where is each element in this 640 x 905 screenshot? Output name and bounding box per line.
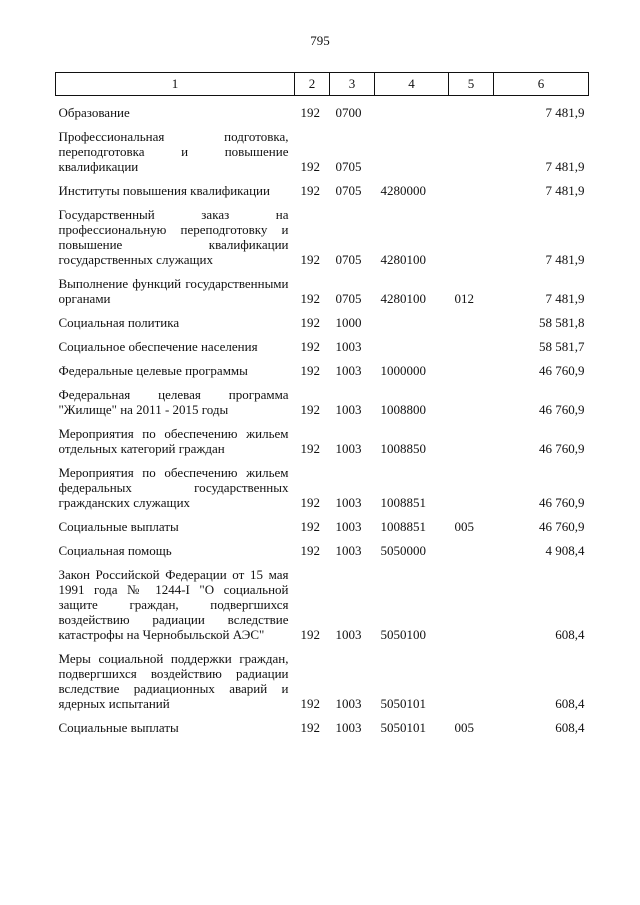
row-spacer-cell [56,267,589,276]
row-spacer-cell [56,558,589,567]
table-body [56,96,589,736]
table-row [56,519,589,534]
row-col-4: 5050101 [380,696,426,711]
row-name: Институты повышения квалификации [58,183,270,198]
row-col-5 [449,339,494,354]
row-spacer [56,174,589,183]
row-spacer-cell [56,711,589,720]
header-row [56,73,589,96]
row-col-2: 192 [300,183,320,198]
row-name: Меры социальной поддержки граждан, подвергшихся воздействию радиации вследствие радиационных аварий и ядерных испытаний [58,651,289,711]
row-spacer [56,96,589,106]
row-col-2: 192 [300,105,320,120]
table-row [56,651,589,711]
row-name: Образование [58,105,130,120]
row-col-2: 192 [300,402,320,417]
table-row [56,339,589,354]
row-col-4: 4280100 [380,252,426,267]
row-col-3: 1003 [335,495,362,510]
table-row [56,465,589,510]
row-spacer [56,267,589,276]
header-col-5: 5 [449,73,494,96]
row-amount: 46 760,9 [539,402,585,417]
row-col-4: 1008800 [380,402,426,417]
row-col-3: 1003 [335,339,362,354]
row-col-4 [375,129,449,174]
row-spacer [56,378,589,387]
row-amount: 7 481,9 [545,183,585,198]
row-spacer [56,306,589,315]
row-col-5 [449,363,494,378]
row-spacer-cell [56,642,589,651]
row-name: Мероприятия по обеспечению жильем отдельных категорий граждан [58,426,289,456]
row-col-5 [449,315,494,330]
row-name: Социальные выплаты [58,519,179,534]
row-col-3: 1003 [335,720,362,735]
row-amount: 7 481,9 [545,291,585,306]
row-col-5 [449,543,494,558]
row-col-4: 1000000 [380,363,426,378]
row-col-4 [375,339,449,354]
table-header [56,73,589,96]
row-amount: 58 581,7 [539,339,585,354]
row-col-2: 192 [300,363,320,378]
row-col-4: 5050000 [380,543,426,558]
row-spacer [56,354,589,363]
table-row [56,720,589,735]
row-spacer-cell [56,510,589,519]
row-col-2: 192 [300,315,320,330]
row-col-2: 192 [300,696,320,711]
row-amount: 58 581,8 [539,315,585,330]
row-col-3: 1003 [335,363,362,378]
table-row [56,567,589,642]
table-row [56,363,589,378]
row-name: Государственный заказ на профессиональную переподготовку и повышение квалификации государственных служащих [58,207,289,267]
row-col-5 [449,183,494,198]
row-spacer-cell [56,378,589,387]
row-col-5: 012 [454,291,474,306]
row-spacer-cell [56,417,589,426]
row-col-5 [449,207,494,267]
row-spacer-cell [56,96,589,106]
table-row [56,426,589,456]
table-row [56,276,589,306]
row-col-5 [449,651,494,711]
row-col-3: 1003 [335,441,362,456]
row-spacer-cell [56,174,589,183]
row-spacer [56,198,589,207]
row-col-3: 1003 [335,519,362,534]
row-col-2: 192 [300,159,320,174]
row-spacer [56,120,589,129]
row-amount: 7 481,9 [545,159,585,174]
row-spacer-cell [56,534,589,543]
row-spacer [56,510,589,519]
header-col-2: 2 [295,73,330,96]
row-spacer-cell [56,306,589,315]
row-col-2: 192 [300,252,320,267]
row-col-3: 0705 [335,252,362,267]
header-col-4: 4 [375,73,449,96]
table-row [56,129,589,174]
row-spacer-cell [56,330,589,339]
row-name: Социальная помощь [58,543,172,558]
header-col-1: 1 [56,73,295,96]
row-spacer [56,417,589,426]
row-col-2: 192 [300,543,320,558]
header-col-6: 6 [494,73,589,96]
row-col-5 [449,105,494,120]
budget-table [55,72,589,735]
row-amount: 46 760,9 [539,519,585,534]
row-name: Федеральная целевая программа "Жилище" на 2011 - 2015 годы [58,387,289,417]
row-name: Социальное обеспечение населения [58,339,258,354]
row-spacer [56,456,589,465]
row-amount: 608,4 [555,627,585,642]
row-amount: 608,4 [555,720,585,735]
row-amount: 7 481,9 [545,252,585,267]
row-name: Профессиональная подготовка, переподготовка и повышение квалификации [58,129,289,174]
row-col-2: 192 [300,339,320,354]
table-row [56,207,589,267]
row-col-2: 192 [300,519,320,534]
row-col-3: 0705 [335,183,362,198]
row-col-5 [449,426,494,456]
row-name: Мероприятия по обеспечению жильем федеральных государственных гражданских служащих [58,465,289,510]
row-spacer [56,642,589,651]
row-col-3: 0705 [335,291,362,306]
row-col-5: 005 [454,519,474,534]
row-col-4: 1008851 [380,519,426,534]
table-row [56,183,589,198]
row-name: Выполнение функций государственными органами [58,276,289,306]
table-row [56,387,589,417]
table-row [56,315,589,330]
row-spacer-cell [56,354,589,363]
row-col-3: 1000 [335,315,362,330]
row-amount: 608,4 [555,696,585,711]
row-amount: 46 760,9 [539,363,585,378]
row-name: Закон Российской Федерации от 15 мая 1991 года № 1244-I "О социальной защите граждан, подвергшихся воздействию радиации вследствие катастрофы на Чернобыльской АЭС" [58,567,289,642]
row-col-2: 192 [300,291,320,306]
row-col-5: 005 [454,720,474,735]
row-spacer-cell [56,198,589,207]
header-col-3: 3 [330,73,375,96]
row-col-3: 1003 [335,402,362,417]
row-col-5 [449,567,494,642]
row-col-4: 5050101 [380,720,426,735]
row-name: Федеральные целевые программы [58,363,248,378]
row-amount: 46 760,9 [539,495,585,510]
row-spacer [56,330,589,339]
row-amount: 7 481,9 [545,105,585,120]
row-spacer-cell [56,456,589,465]
row-amount: 46 760,9 [539,441,585,456]
row-col-3: 0705 [335,159,362,174]
row-col-2: 192 [300,495,320,510]
row-col-3: 1003 [335,696,362,711]
row-name: Социальные выплаты [58,720,179,735]
row-col-5 [449,465,494,510]
table-row [56,105,589,120]
row-col-3: 1003 [335,543,362,558]
row-col-4: 4280100 [380,291,426,306]
row-col-4: 5050100 [380,627,426,642]
table-row [56,543,589,558]
row-col-2: 192 [300,627,320,642]
row-col-3: 0700 [335,105,362,120]
row-spacer [56,711,589,720]
row-col-5 [449,129,494,174]
row-spacer-cell [56,120,589,129]
row-col-4 [375,315,449,330]
row-name: Социальная политика [58,315,180,330]
row-col-4: 1008851 [380,495,426,510]
row-col-3: 1003 [335,627,362,642]
row-col-2: 192 [300,720,320,735]
row-col-4: 1008850 [380,441,426,456]
row-col-5 [449,387,494,417]
row-amount: 4 908,4 [545,543,585,558]
row-col-2: 192 [300,441,320,456]
row-col-4 [375,105,449,120]
row-spacer [56,534,589,543]
row-spacer [56,558,589,567]
row-col-4: 4280000 [380,183,426,198]
page-number: 795 [310,33,330,48]
